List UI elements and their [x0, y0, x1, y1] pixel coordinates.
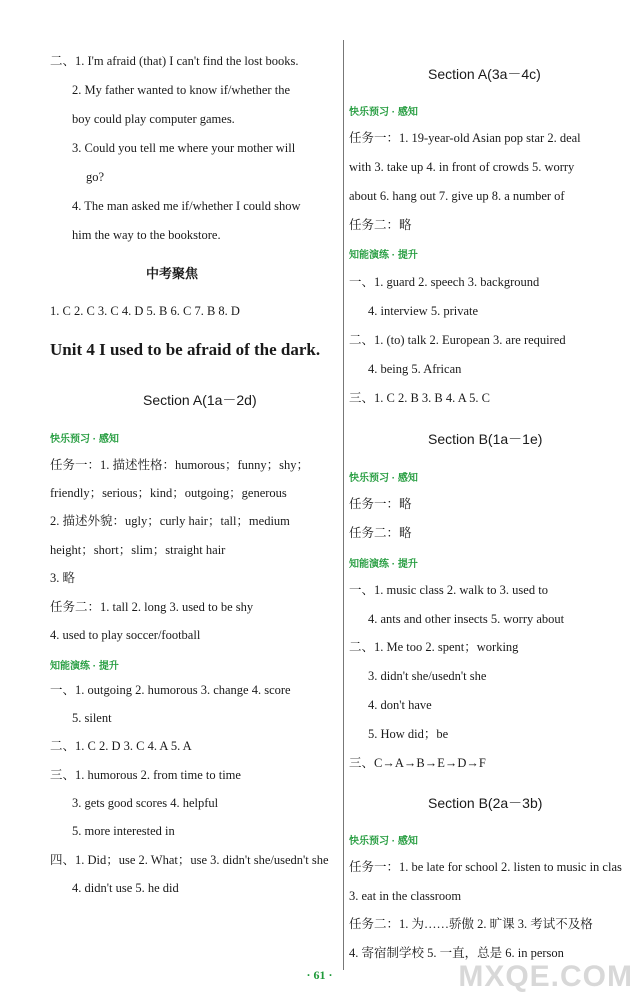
subsection-tag: 知能演练 · 提升: [50, 661, 119, 672]
answer-line: height；short；slim；straight hair: [50, 543, 226, 557]
answer-line: 三、C→A→B→E→D→F: [349, 756, 486, 770]
answer-line: 5. silent: [72, 711, 112, 725]
answer-line: 3. 略: [50, 571, 76, 585]
answer-line: 任务二：略: [349, 526, 412, 540]
answer-line: 4. being 5. African: [368, 362, 462, 376]
answer-line: 4. interview 5. private: [368, 304, 479, 318]
answer-line: 5. How did；be: [368, 727, 449, 741]
answer-line: 4. 寄宿制学校 5. 一直，总是 6. in person: [349, 946, 564, 960]
answer-line: 任务一：1. 描述性格：humorous；funny；shy；: [50, 458, 310, 472]
page-number: · 61 ·: [306, 968, 333, 982]
section-title: Section B(1a－1e): [428, 431, 543, 447]
answer-line: friendly；serious；kind；outgoing；generous: [50, 486, 287, 500]
answer-line: 4. don't have: [368, 698, 432, 712]
answer-line: 二、1. (to) talk 2. European 3. are required: [349, 333, 566, 347]
answer-line: 一、1. outgoing 2. humorous 3. change 4. score: [50, 683, 291, 697]
subsection-tag: 快乐预习 · 感知: [50, 434, 119, 445]
answer-line: 二、1. C 2. D 3. C 4. A 5. A: [50, 739, 192, 753]
answer-line: 3. didn't she/usedn't she: [368, 669, 487, 683]
answer-line: 3. eat in the classroom: [349, 889, 462, 903]
answer-line: 任务二：1. 为……骄傲 2. 旷课 3. 考试不及格: [349, 917, 593, 931]
answer-line: 任务一：略: [349, 497, 412, 511]
watermark: MXQE.COM: [458, 960, 633, 993]
subsection-tag: 快乐预习 · 感知: [349, 107, 418, 118]
section-title: Section A(3a－4c): [428, 66, 541, 82]
answer-line: 2. 描述外貌：ugly；curly hair；tall；medium: [50, 514, 290, 528]
subsection-tag: 知能演练 · 提升: [349, 559, 418, 570]
section-title: Section A(1a－2d): [143, 392, 257, 408]
answer-line: 3. gets good scores 4. helpful: [72, 796, 219, 810]
answer-line: 任务二：1. tall 2. long 3. used to be shy: [50, 600, 254, 614]
answer-line: 2. My father wanted to know if/whether the: [72, 83, 290, 97]
answer-line: 4. didn't use 5. he did: [72, 881, 179, 895]
answer-line: 一、1. guard 2. speech 3. background: [349, 275, 540, 289]
answer-line: 二、1. Me too 2. spent；working: [349, 640, 519, 654]
answer-line: 任务一：1. 19-year-old Asian pop star 2. deal: [349, 131, 581, 145]
answer-line: 三、1. C 2. B 3. B 4. A 5. C: [349, 391, 490, 405]
answer-line: 任务一：1. be late for school 2. listen to music in clas: [349, 860, 622, 874]
answer-line: 任务二：略: [349, 218, 412, 232]
subsection-tag: 快乐预习 · 感知: [349, 473, 418, 484]
answer-line: 4. used to play soccer/football: [50, 628, 201, 642]
answer-line: boy could play computer games.: [72, 112, 235, 126]
answer-line: 一、1. music class 2. walk to 3. used to: [349, 583, 548, 597]
column-divider: [343, 40, 344, 970]
answer-line: 二、1. I'm afraid (that) I can't find the lost books.: [50, 54, 299, 68]
answer-line: 4. ants and other insects 5. worry about: [368, 612, 565, 626]
answer-line: 4. The man asked me if/whether I could show: [72, 199, 301, 213]
answer-line: with 3. take up 4. in front of crowds 5. worry: [349, 160, 575, 174]
answer-line: go?: [86, 170, 105, 184]
unit-title: Unit 4 I used to be afraid of the dark.: [50, 340, 321, 359]
answer-line: 5. more interested in: [72, 824, 175, 838]
answer-line: 3. Could you tell me where your mother will: [72, 141, 296, 155]
answer-line: 四、1. Did；use 2. What；use 3. didn't she/usedn't she: [50, 853, 329, 867]
subsection-tag: 知能演练 · 提升: [349, 250, 418, 261]
section-heading-zhongkao: 中考聚焦: [146, 267, 199, 282]
answer-line: about 6. hang out 7. give up 8. a number of: [349, 189, 565, 203]
answer-line: him the way to the bookstore.: [72, 228, 221, 242]
section-title: Section B(2a－3b): [428, 795, 543, 811]
answer-line: 三、1. humorous 2. from time to time: [50, 768, 241, 782]
subsection-tag: 快乐预习 · 感知: [349, 836, 418, 847]
answer-line: 1. C 2. C 3. C 4. D 5. B 6. C 7. B 8. D: [50, 304, 240, 318]
